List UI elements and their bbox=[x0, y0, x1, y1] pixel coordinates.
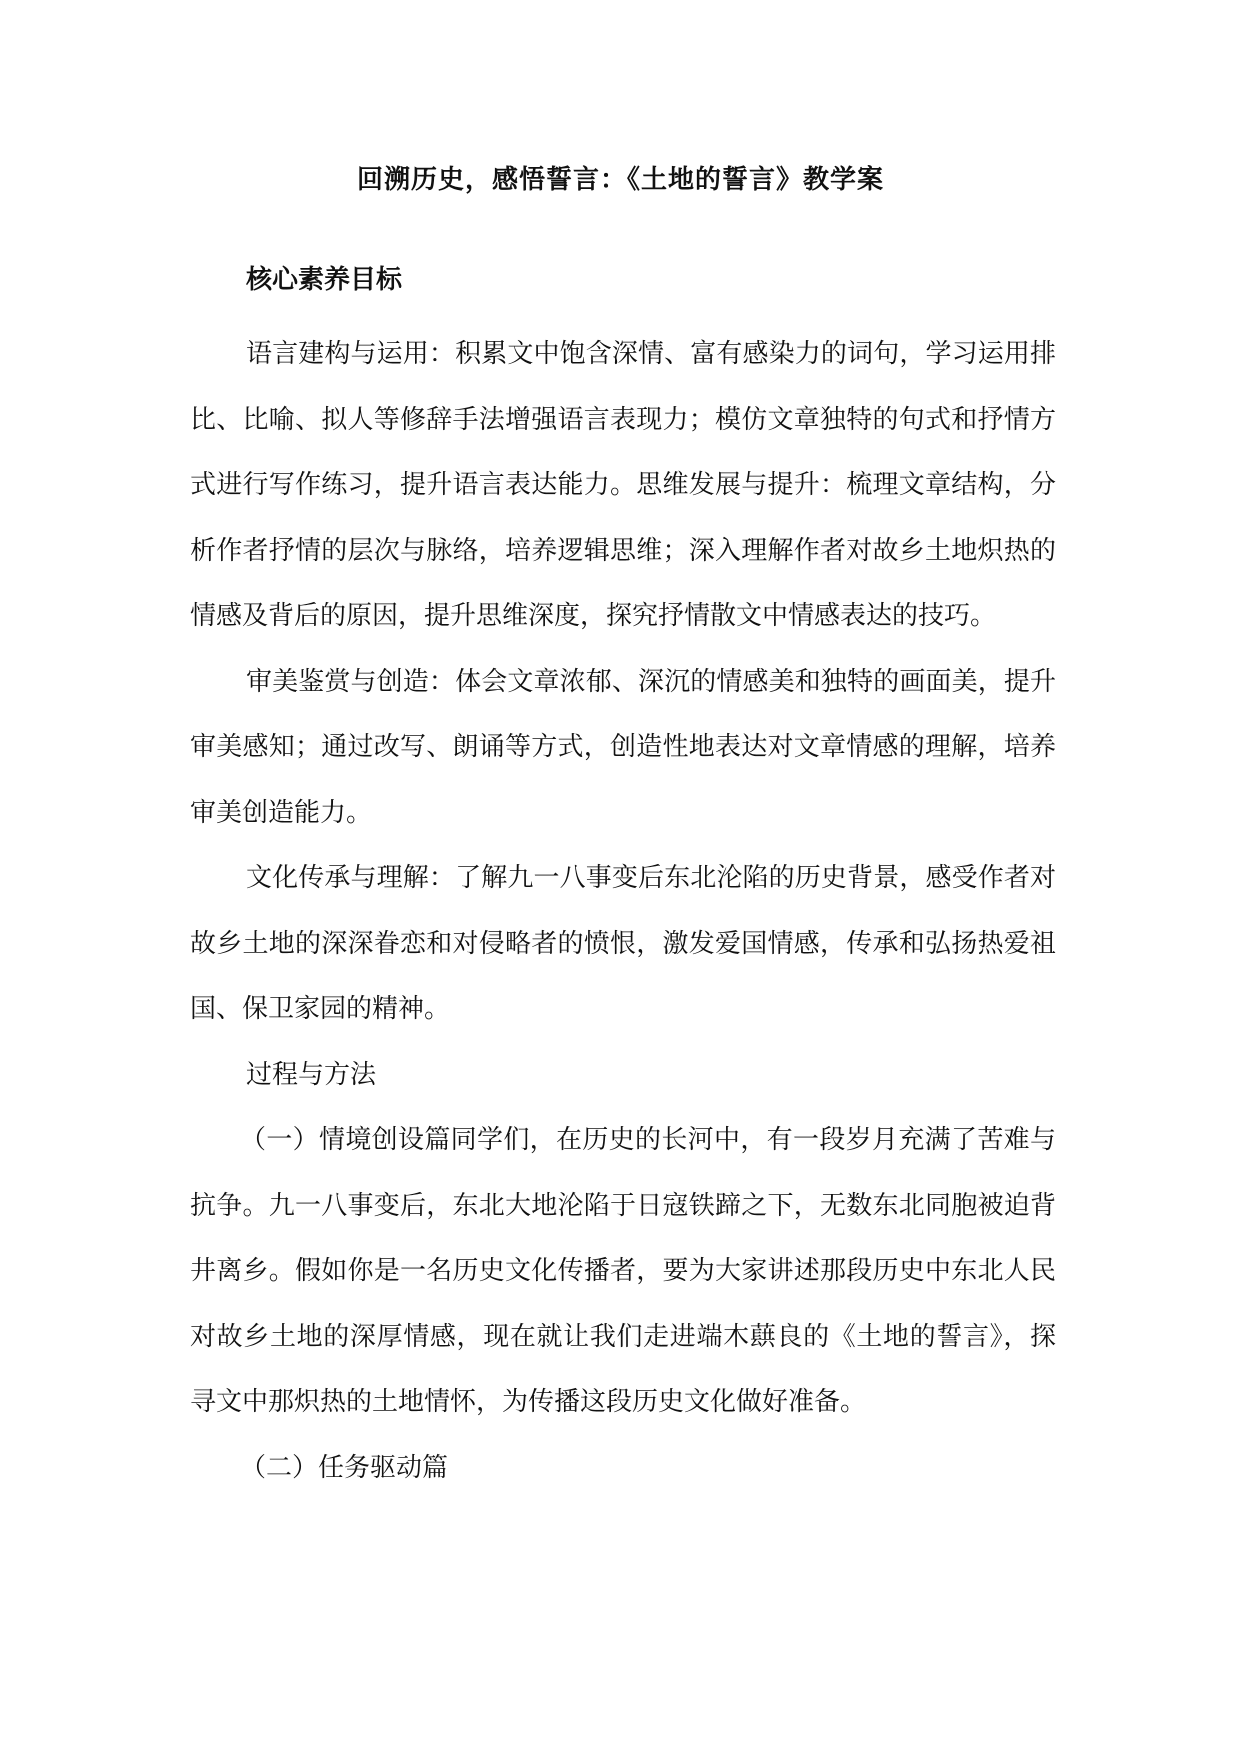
section-heading-core-literacy: 核心素养目标 bbox=[246, 265, 403, 295]
document-body bbox=[190, 260, 1056, 1501]
paragraph-language-construction: 语言建构与运用：积累文中饱含深情、富有感染力的词句，学习运用排比、比喻、拟人等修辞手法增强语言表现力；模仿文章独特的句式和抒情方式进行写作练习，提升语言表达能力。思维发展与提升：梳理文章结构，分析作者抒情的层次与脉络，培养逻辑思维；深入理解作者对故乡土地炽热的情感及背后的原因，提升思维深度，探究抒情散文中情感表达的技巧。 bbox=[190, 339, 1056, 631]
section-heading-process-method: 过程与方法 bbox=[246, 1059, 377, 1090]
paragraph-aesthetic-appreciation: 审美鉴赏与创造：体会文章浓郁、深沉的情感美和独特的画面美，提升审美感知；通过改写、朗诵等方式，创造性地表达对文章情感的理解，培养审美创造能力。 bbox=[190, 666, 1056, 828]
paragraph-task-driven: （二）任务驱动篇 bbox=[240, 1452, 449, 1483]
paragraph-cultural-inheritance: 文化传承与理解：了解九一八事变后东北沦陷的历史背景，感受作者对故乡土地的深深眷恋和对侵略者的愤恨，激发爱国情感，传承和弘扬热爱祖国、保卫家园的精神。 bbox=[190, 863, 1056, 1024]
paragraph-situation-creation: （一）情境创设篇同学们，在历史的长河中，有一段岁月充满了苦难与抗争。九一八事变后，东北大地沦陷于日寇铁蹄之下，无数东北同胞被迫背井离乡。假如你是一名历史文化传播者，要为大家讲述那段历史中东北人民对故乡土地的深厚情感，现在就让我们走进端木蕻良的《土地的誓言》，探寻文中那炽热的土地情怀，为传播这段历史文化做好准备。 bbox=[190, 1125, 1056, 1417]
document-title: 回溯历史，感悟誓言：《土地的誓言》教学案 bbox=[356, 165, 884, 195]
